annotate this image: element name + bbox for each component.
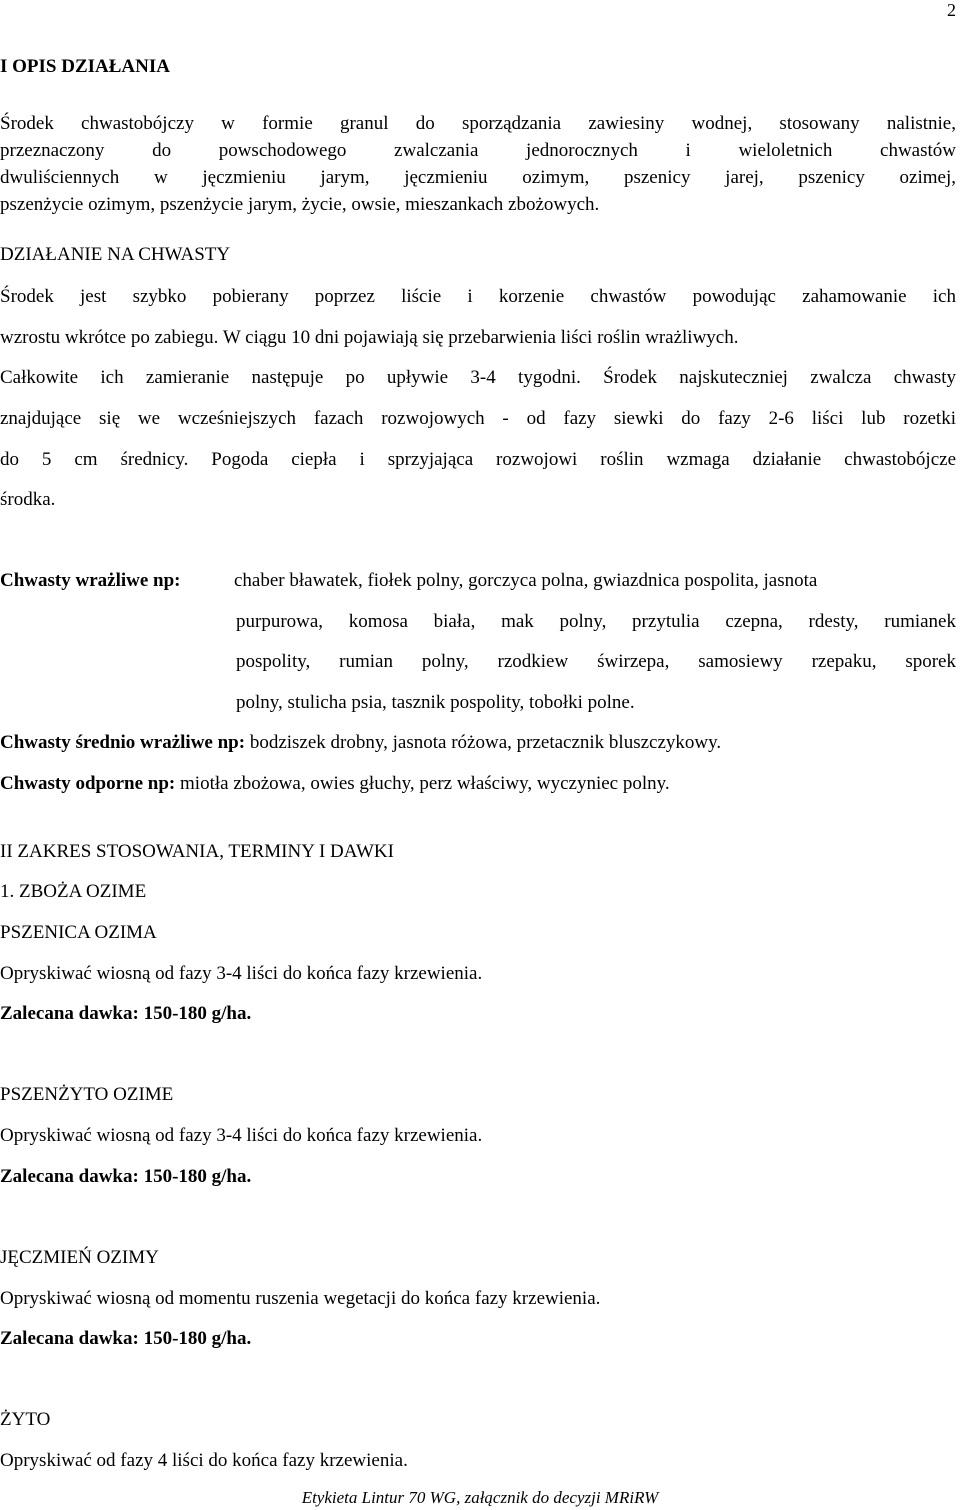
crop-name: ŻYTO xyxy=(0,1409,51,1430)
crop-dose: Zalecana dawka: 150-180 g/ha. xyxy=(0,1003,252,1024)
crop-dose: Zalecana dawka: 150-180 g/ha. xyxy=(0,1328,252,1349)
dzialanie-line: środka. xyxy=(0,489,56,510)
dzialanie-heading: DZIAŁANIE NA CHWASTY xyxy=(0,244,231,265)
crop-instruction: Opryskiwać wiosną od fazy 3-4 liści do końca fazy krzewienia. xyxy=(0,963,483,984)
crop-dose: Zalecana dawka: 150-180 g/ha. xyxy=(0,1166,252,1187)
intro-line: dwuliściennych w jęczmieniu jarym, jęczmieniu ozimym, pszenicy jarej, pszenicy ozimej, xyxy=(0,167,956,188)
dzialanie-line: wzrostu wkrótce po zabiegu. W ciągu 10 dni pojawiają się przebarwienia liści roślin wrażliwych. xyxy=(0,327,739,348)
srednio-text: bodziszek drobny, jasnota różowa, przetacznik bluszczykowy. xyxy=(249,732,722,753)
crop-name: PSZENŻYTO OZIME xyxy=(0,1084,174,1105)
odporne-row xyxy=(0,773,670,795)
section-1-title: I OPIS DZIAŁANIA xyxy=(0,56,170,77)
intro-line: przeznaczony do powschodowego zwalczania jednorocznych i wieloletnich chwastów xyxy=(0,140,956,161)
page-number: 2 xyxy=(947,0,956,20)
section-2-title: II ZAKRES STOSOWANIA, TERMINY I DAWKI xyxy=(0,841,394,862)
wrazliwe-line: purpurowa, komosa biała, mak polny, przytulia czepna, rdesty, rumianek xyxy=(236,611,956,632)
wrazliwe-label: Chwasty wrażliwe np: xyxy=(0,570,181,591)
wrazliwe-line: pospolity, rumian polny, rzodkiew świrzepa, samosiewy rzepaku, sporek xyxy=(236,651,956,672)
crop-name: JĘCZMIEŃ OZIMY xyxy=(0,1247,159,1268)
section-2-subtitle: 1. ZBOŻA OZIME xyxy=(0,881,147,902)
intro-line: pszenżycie ozimym, pszenżycie jarym, życie, owsie, mieszankach zbożowych. xyxy=(0,194,600,215)
dzialanie-line: do 5 cm średnicy. Pogoda ciepła i sprzyjająca rozwojowi roślin wzmaga działanie chwastobójcze xyxy=(0,449,956,470)
crop-instruction: Opryskiwać wiosną od momentu ruszenia wegetacji do końca fazy krzewienia. xyxy=(0,1288,601,1309)
crop-instruction: Opryskiwać od fazy 4 liści do końca fazy krzewienia. xyxy=(0,1450,408,1471)
wrazliwe-line: polny, stulicha psia, tasznik pospolity, tobołki polne. xyxy=(236,692,635,713)
odporne-text: miotła zbożowa, owies głuchy, perz właściwy, wyczyniec polny. xyxy=(180,773,670,794)
dzialanie-line: znajdujące się we wcześniejszych fazach rozwojowych - od fazy siewki do fazy 2-6 liści lub rozetki xyxy=(0,408,956,429)
crop-instruction: Opryskiwać wiosną od fazy 3-4 liści do końca fazy krzewienia. xyxy=(0,1125,483,1146)
srednio-row xyxy=(0,732,721,754)
odporne-label: Chwasty odporne np: xyxy=(0,773,176,794)
srednio-label: Chwasty średnio wrażliwe np: xyxy=(0,732,246,753)
crop-name: PSZENICA OZIMA xyxy=(0,922,157,943)
footer: Etykieta Lintur 70 WG, załącznik do decyzji MRiRW xyxy=(301,1488,659,1507)
wrazliwe-line: chaber bławatek, fiołek polny, gorczyca polna, gwiazdnica pospolita, jasnota xyxy=(234,570,818,591)
dzialanie-line: Środek jest szybko pobierany poprzez liście i korzenie chwastów powodując zahamowanie ich xyxy=(0,286,956,307)
dzialanie-line: Całkowite ich zamieranie następuje po upływie 3-4 tygodni. Środek najskuteczniej zwalcza chwasty xyxy=(0,367,956,388)
intro-line: Środek chwastobójczy w formie granul do sporządzania zawiesiny wodnej, stosowany nalistnie, xyxy=(0,113,956,134)
